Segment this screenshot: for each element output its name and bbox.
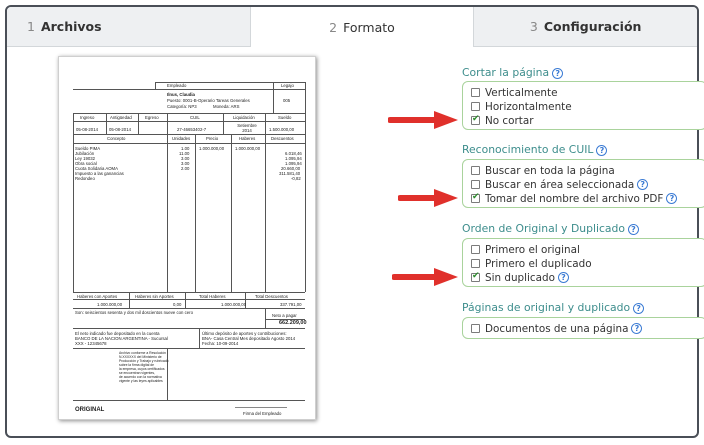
doc-stamp-line: la empresa, cuyos certificados	[119, 367, 165, 371]
doc-tot-val: 1.000.000,00	[97, 302, 123, 307]
options-box-paginas	[462, 317, 704, 339]
doc-sueldo: 1.500.000,00	[269, 127, 295, 132]
option-verticalmente[interactable]	[471, 86, 557, 99]
doc-concepto: Redondeo	[75, 176, 95, 181]
option-label: Sin duplicado	[485, 271, 555, 284]
doc-stamp-line: Archivo conforme a Resolución	[119, 351, 166, 355]
doc-tot-hdr: Total Haberes	[199, 294, 226, 299]
doc-moneda: Moneda: ARS	[213, 104, 240, 109]
doc-stamp-line: de acuerdo con la normativa	[119, 375, 162, 379]
help-icon[interactable]: ?	[666, 193, 677, 204]
doc-tot-hdr: Total Descuentos	[255, 294, 288, 299]
checkbox[interactable]	[471, 166, 480, 175]
doc-concepto: Ley 19032	[75, 156, 96, 161]
doc-ultimo: Último depósito de aportes y contribuciones:	[202, 331, 287, 336]
doc-col-haberes: Haberes	[239, 136, 256, 141]
tab-formato[interactable]	[251, 7, 475, 47]
doc-tot-val: 0,00	[173, 302, 182, 307]
option-label: Documentos de una página	[485, 322, 629, 335]
option-buscar-toda-pagina[interactable]	[471, 164, 615, 177]
tab-configuracion[interactable]	[474, 7, 697, 47]
option-sin-duplicado[interactable]	[471, 271, 569, 284]
checkbox-checked[interactable]	[471, 273, 480, 282]
wizard-tabs	[7, 7, 697, 47]
option-horizontalmente[interactable]	[471, 100, 572, 113]
doc-precio: 1.000.000,00	[199, 146, 225, 151]
doc-hdr-sueldo: Sueldo	[278, 115, 292, 120]
doc-hdr-cuil: CUIL	[190, 115, 200, 120]
doc-stamp-line: N.XXXXXX del Ministerio de	[119, 355, 162, 359]
doc-stamp-line: se encuentran vigentes,	[119, 371, 156, 375]
help-icon[interactable]: ?	[596, 145, 607, 156]
doc-descuento: 1.095,94	[285, 161, 302, 166]
doc-unidad: 2.00	[181, 166, 190, 171]
doc-tot-hdr: Haberes sin Aportes	[135, 294, 174, 299]
tab-archivos[interactable]	[7, 7, 251, 47]
option-label: Buscar en toda la página	[485, 164, 615, 177]
doc-concepto: Impuesto a las ganancias	[75, 171, 124, 176]
doc-descuento: 6.018,46	[285, 151, 302, 156]
checkbox-checked[interactable]	[471, 116, 480, 125]
doc-stamp-line: Producción y Trabajo y rubricado	[119, 359, 169, 363]
option-label: No cortar	[485, 114, 534, 127]
help-icon[interactable]: ?	[637, 179, 648, 190]
doc-hdr-liquidacion: Liquidación	[233, 115, 255, 120]
help-icon[interactable]: ?	[628, 224, 639, 235]
doc-col-precio: Precio	[206, 136, 219, 141]
option-tomar-nombre-pdf[interactable]	[471, 192, 677, 205]
section-title-text: Orden de Original y Duplicado	[462, 222, 625, 235]
doc-col-unidades: Unidades	[172, 136, 191, 141]
doc-unidad: 3.00	[181, 156, 190, 161]
red-arrow-icon	[398, 187, 462, 209]
option-label: Primero el duplicado	[485, 257, 592, 270]
section-title-paginas	[462, 301, 644, 314]
doc-son: Son: seiscientos sesenta y dos mil doscientos nueve con cero	[75, 310, 193, 315]
checkbox[interactable]	[471, 324, 480, 333]
doc-unidad: 3.00	[181, 161, 190, 166]
doc-categoria: Categoría: NP3	[167, 104, 197, 109]
doc-tot-val: 337.791,00	[280, 302, 302, 307]
doc-unidad: 11.00	[179, 151, 190, 156]
doc-tot-val: 1.000.000,00	[221, 302, 247, 307]
doc-descuento: 1.095,94	[285, 156, 302, 161]
doc-stamp-line: vigente y las leyes aplicables	[119, 379, 163, 383]
section-title-cuil	[462, 143, 607, 156]
option-documentos-una-pagina[interactable]	[471, 322, 642, 335]
doc-deposit: BANCO DE LA NACION ARGENTINA - Sucursal	[75, 336, 168, 341]
doc-descuento: 20.660,00	[281, 166, 301, 171]
option-label: Verticalmente	[485, 86, 558, 99]
doc-concepto: Sueldo PIMA	[75, 146, 101, 151]
options-box-cuil	[462, 159, 704, 208]
red-arrow-icon	[388, 109, 462, 131]
doc-descuento: 311.581,40	[279, 171, 301, 176]
section-title-orden	[462, 222, 639, 235]
checkbox[interactable]	[471, 102, 480, 111]
doc-antiguedad: 05-08-2014	[109, 127, 131, 132]
doc-puesto: Puesto: 0001-B-Operario Tareas Generales	[167, 98, 250, 103]
doc-neto-label: Neto a pagar	[272, 313, 297, 318]
doc-original-label: ORIGINAL	[75, 407, 105, 413]
option-label: Buscar en área seleccionada	[485, 178, 635, 191]
doc-stamp-line: sobre la firma digital de	[119, 363, 155, 367]
tab-label: Configuración	[543, 19, 642, 34]
section-title-cortar	[462, 66, 563, 79]
help-icon[interactable]: ?	[633, 303, 644, 314]
doc-hdr-antiguedad: Antigüedad	[110, 115, 132, 120]
doc-haber: 1.000.000,00	[235, 146, 261, 151]
option-primero-duplicado[interactable]	[471, 257, 592, 270]
doc-hdr-egreso: Egreso	[145, 115, 159, 120]
option-label: Tomar del nombre del archivo PDF	[485, 192, 664, 205]
doc-descuento: -0,82	[291, 176, 301, 181]
help-icon[interactable]: ?	[631, 323, 642, 334]
red-arrow-icon	[392, 266, 462, 288]
section-title-text: Cortar la página	[462, 66, 550, 79]
option-primero-original[interactable]	[471, 243, 580, 256]
doc-hdr-ingreso: Ingreso	[80, 115, 95, 120]
tab-number: 1	[27, 19, 35, 34]
checkbox[interactable]	[471, 88, 480, 97]
doc-legajo: 005	[283, 98, 291, 103]
pdf-preview	[58, 56, 316, 420]
tab-number: 2	[329, 19, 338, 35]
doc-ingreso: 05-08-2014	[76, 127, 98, 132]
checkbox-checked[interactable]	[471, 194, 480, 203]
help-icon[interactable]: ?	[552, 68, 563, 79]
doc-tot-hdr: Haberes con Aportes	[77, 294, 118, 299]
doc-neto: 662.209,00	[279, 320, 307, 326]
doc-concepto: Jubilación	[75, 151, 95, 156]
doc-unidad: 1.00	[181, 146, 190, 151]
checkbox[interactable]	[471, 245, 480, 254]
tab-number: 3	[529, 19, 538, 34]
doc-col-concepto: Concepto	[107, 136, 126, 141]
section-title-text: Páginas de original y duplicado	[462, 301, 631, 314]
doc-firma: Firma del Empleado	[243, 411, 282, 416]
doc-concepto: Obra social	[75, 161, 97, 166]
options-box-cortar	[462, 81, 704, 130]
doc-ultimo: BNA- Casa Central Mes depositado Agosto 2014	[202, 336, 296, 341]
tab-label: Archivos	[40, 19, 102, 34]
checkbox[interactable]	[471, 180, 480, 189]
option-buscar-area[interactable]	[471, 178, 648, 191]
option-label: Horizontalmente	[485, 100, 572, 113]
doc-col-descuentos: Descuentos	[271, 136, 294, 141]
option-label: Primero el original	[485, 243, 580, 256]
doc-legajo-label: Legajo	[281, 83, 294, 88]
help-icon[interactable]: ?	[558, 272, 569, 283]
doc-liquidacion: Setiembre 2014	[237, 123, 257, 133]
doc-cuil: 27-46653402-7	[177, 127, 207, 132]
option-no-cortar[interactable]	[471, 114, 534, 127]
doc-deposit: El neto indicado fue depositado en la cuenta	[75, 331, 160, 336]
doc-employee-name: Ilnus, Claudia	[167, 92, 195, 97]
section-title-text: Reconocimiento de CUIL	[462, 143, 594, 156]
options-box-orden	[462, 238, 704, 287]
doc-ultimo: Fecha: 10-09-2014	[202, 341, 239, 346]
doc-empleado-label: Empleado	[167, 83, 187, 88]
doc-concepto: Cuota Solidaria AOMA	[75, 166, 118, 171]
doc-deposit: XXX - 12345678	[75, 341, 107, 346]
checkbox[interactable]	[471, 259, 480, 268]
tab-label: Formato	[343, 19, 395, 35]
